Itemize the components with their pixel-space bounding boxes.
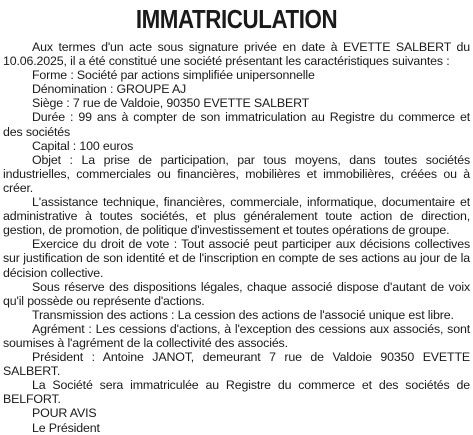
paragraph-denomination: Dénomination : GROUPE AJ bbox=[32, 82, 187, 97]
paragraph-duree: Durée : 99 ans à compter de son immatriculation au Registre du commerce et des sociétés bbox=[3, 110, 470, 139]
paragraph-transmission: Transmission des actions : La cession des actions de l'associé unique est libre. bbox=[32, 307, 454, 322]
paragraph-assistance: L'assistance technique, financières, commerciale, informatique, documentaire et administrative à toutes sociétés, et plus généralement toute action de direction, gestion, de promotion, de politique d'investissement et toutes opérations de groupe. bbox=[3, 195, 470, 238]
paragraph-registre: La Société sera immatriculée au Registre du commerce et des sociétés de BELFORT. bbox=[3, 378, 470, 407]
paragraph-pour-avis: POUR AVIS bbox=[32, 406, 97, 421]
paragraph-signature: Le Président bbox=[32, 420, 100, 435]
notice-title: IMMATRICULATION bbox=[135, 4, 338, 34]
paragraph-forme: Forme : Société par actions simplifiée unipersonnelle bbox=[32, 68, 315, 83]
paragraph-objet: Objet : La prise de participation, par tous moyens, dans toutes sociétés industrielles, commerciales ou financières, mobilières et immobilières, créées ou à créer. bbox=[3, 152, 470, 195]
notice-body bbox=[3, 40, 470, 435]
paragraph-intro: Aux termes d'un acte sous signature privée en date à EVETTE SALBERT du 10.06.2025, il a été constitué une société présentant les caractéristiques suivantes : bbox=[3, 40, 470, 69]
paragraph-president: Président : Antoine JANOT, demeurant 7 rue de Valdoie 90350 EVETTE SALBERT. bbox=[3, 350, 470, 379]
paragraph-siege: Siège : 7 rue de Valdoie, 90350 EVETTE SALBERT bbox=[32, 96, 310, 111]
paragraph-agrement: Agrément : Les cessions d'actions, à l'exception des cessions aux associés, sont soumises à l'agrément de la collectivité des associés. bbox=[3, 321, 470, 350]
paragraph-capital: Capital : 100 euros bbox=[32, 138, 134, 153]
paragraph-droit-de-vote: Exercice du droit de vote : Tout associé peut participer aux décisions collectives sur justification de son identité et de l'inscription en compte de ses actions au jour de la décision collective. bbox=[3, 237, 470, 280]
paragraph-reserve: Sous réserve des dispositions légales, chaque associé dispose d'autant de voix qu'il possède ou représente d'actions. bbox=[3, 279, 470, 308]
